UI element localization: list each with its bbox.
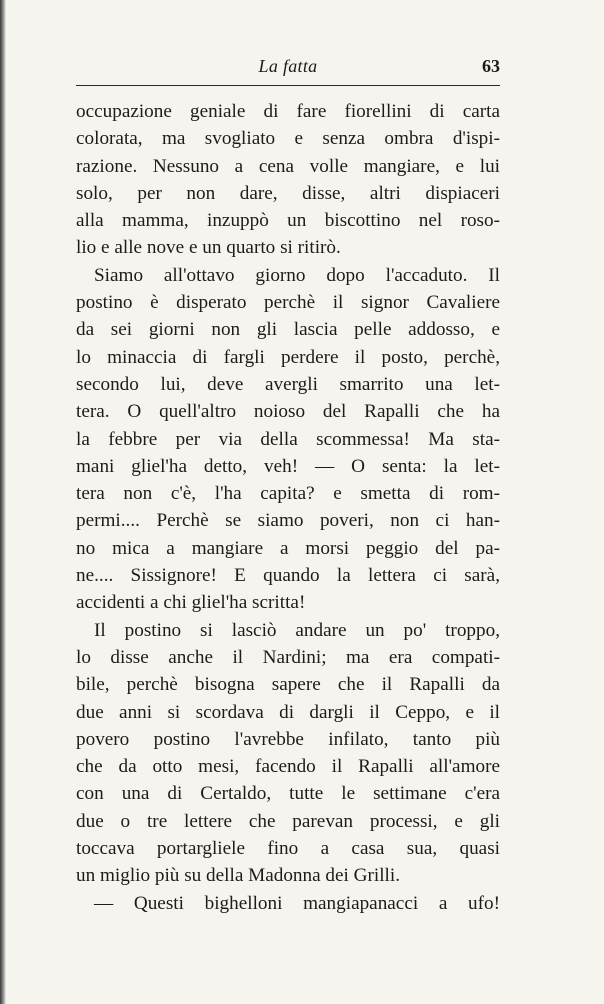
running-head [76,56,500,82]
text-line: mani gliel'ha detto, veh! — O senta: la let- [76,455,500,477]
body-text [76,98,500,917]
text-line: colorata, ma svogliato e senza ombra d'ispi- [76,128,500,150]
text-line: con una di Certaldo, tutte le settimane c'era [76,783,500,805]
text-line: tera. O quell'altro noioso del Rapalli che ha [76,401,500,423]
text-line: — Questi bighelloni mangiapanacci a ufo! [94,892,500,914]
text-line: postino è disperato perchè il signor Cavaliere [76,292,500,314]
text-line: lo disse anche il Nardini; ma era compati- [76,646,500,668]
text-line: Siamo all'ottavo giorno dopo l'accaduto. Il [94,264,500,286]
text-line: occupazione geniale di fare fiorellini di carta [76,101,500,122]
text-line: due anni si scordava di dargli il Ceppo, e il [76,701,500,723]
text-line: un miglio più su della Madonna dei Grilli. [76,865,401,887]
text-line: secondo lui, deve avergli smarrito una let- [76,373,500,395]
text-line: ne.... Sissignore! E quando la lettera ci sarà, [76,565,500,587]
text-line: lo minaccia di fargli perdere il posto, perchè, [76,346,500,368]
text-line: povero postino l'avrebbe infilato, tanto più [76,728,500,750]
text-line: no mica a mangiare a morsi peggio del pa- [76,537,500,559]
running-title: La fatta [258,56,318,76]
text-line: due o tre lettere che parevan processi, e gli [76,810,500,832]
text-line: razione. Nessuno a cena volle mangiare, e lui [76,155,500,177]
text-line: accidenti a chi gliel'ha scritta! [76,592,306,614]
text-line: da sei giorni non gli lascia pelle addosso, e [76,319,500,341]
text-line: tera non c'è, l'ha capita? e smetta di rom- [76,483,500,505]
page-number: 63 [482,56,500,76]
header-rule [76,85,500,86]
text-line: solo, per non dare, disse, altri dispiaceri [76,182,500,204]
text-line: lio e alle nove e un quarto si ritirò. [76,237,341,259]
text-line: alla mamma, inzuppò un biscottino nel roso- [76,210,500,232]
text-line: che da otto mesi, facendo il Rapalli all'amore [76,756,500,778]
text-line: bile, perchè bisogna sapere che il Rapalli da [76,674,500,696]
text-line: la febbre per via della scommessa! Ma sta- [76,428,500,450]
text-line: permi.... Perchè se siamo poveri, non ci han- [76,510,500,532]
text-line: Il postino si lasciò andare un po' troppo, [94,619,500,641]
text-line: toccava portargliele fino a casa sua, quasi [76,838,500,860]
